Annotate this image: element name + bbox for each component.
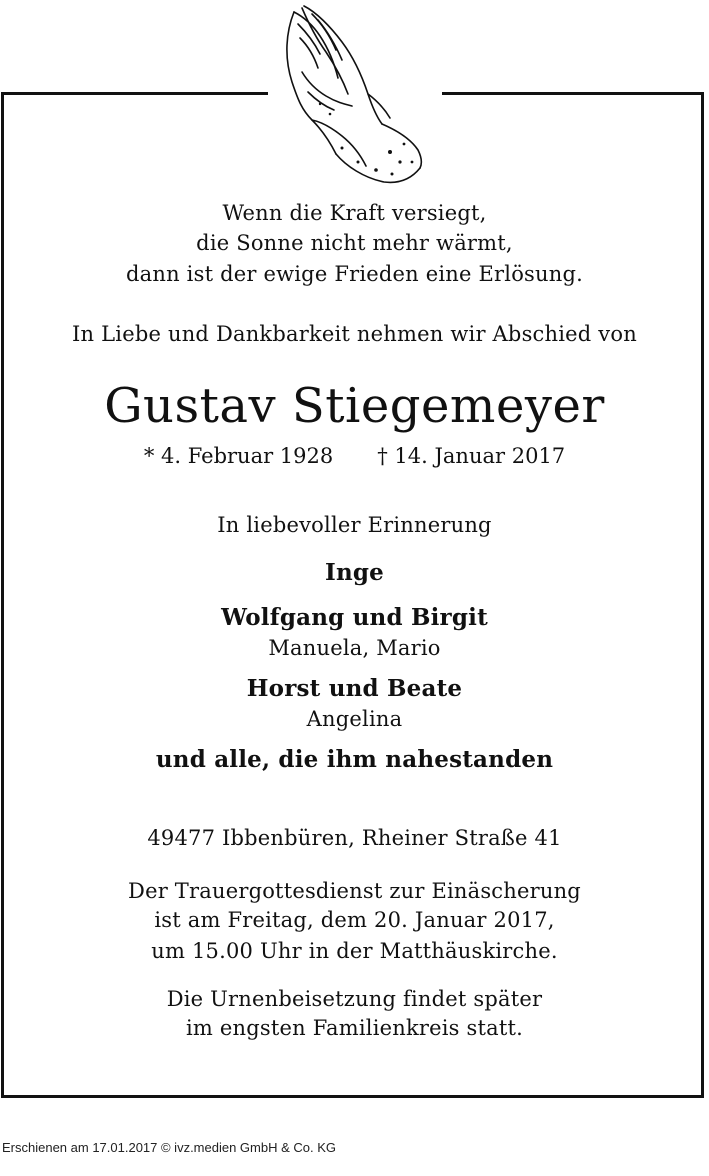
mourner-family-2: Horst und Beate	[246, 675, 463, 702]
motto-line-2: die Sonne nicht mehr wärmt,	[196, 231, 513, 255]
farewell-intro: In Liebe und Dankbarkeit nehmen wir Abschied von	[72, 322, 637, 346]
service-line-1: Der Trauergottesdienst zur Einäscherung	[128, 879, 581, 903]
mourner-family-1: Wolfgang und Birgit	[221, 604, 488, 631]
mourner-family-2-children: Angelina	[306, 707, 403, 731]
address: 49477 Ibbenbüren, Rheiner Straße 41	[147, 826, 562, 850]
service-line-2: ist am Freitag, dem 20. Januar 2017,	[154, 908, 555, 932]
mourner-others: und alle, die ihm nahestanden	[155, 746, 554, 773]
death-date: † 14. Januar 2017	[377, 444, 566, 468]
mourner-family-1-children: Manuela, Mario	[268, 636, 441, 660]
urn-line-1: Die Urnenbeisetzung findet später	[166, 987, 543, 1011]
motto-line-3: dann ist der ewige Frieden eine Erlösung.	[125, 262, 583, 286]
publication-footer: Erschienen am 17.01.2017 © ivz.medien GmbH & Co. KG	[2, 1140, 337, 1155]
memory-line: In liebevoller Erinnerung	[217, 513, 492, 537]
urn-line-2: im engsten Familienkreis statt.	[185, 1016, 524, 1040]
life-dates	[0, 442, 709, 470]
motto-line-1: Wenn die Kraft versiegt,	[222, 201, 487, 225]
deceased-name: Gustav Stiegemeyer	[104, 378, 605, 434]
mourner-inge: Inge	[325, 559, 384, 586]
praying-hands-icon	[272, 2, 428, 186]
birth-date: * 4. Februar 1928	[143, 444, 334, 468]
service-line-3: um 15.00 Uhr in der Matthäuskirche.	[151, 939, 558, 963]
